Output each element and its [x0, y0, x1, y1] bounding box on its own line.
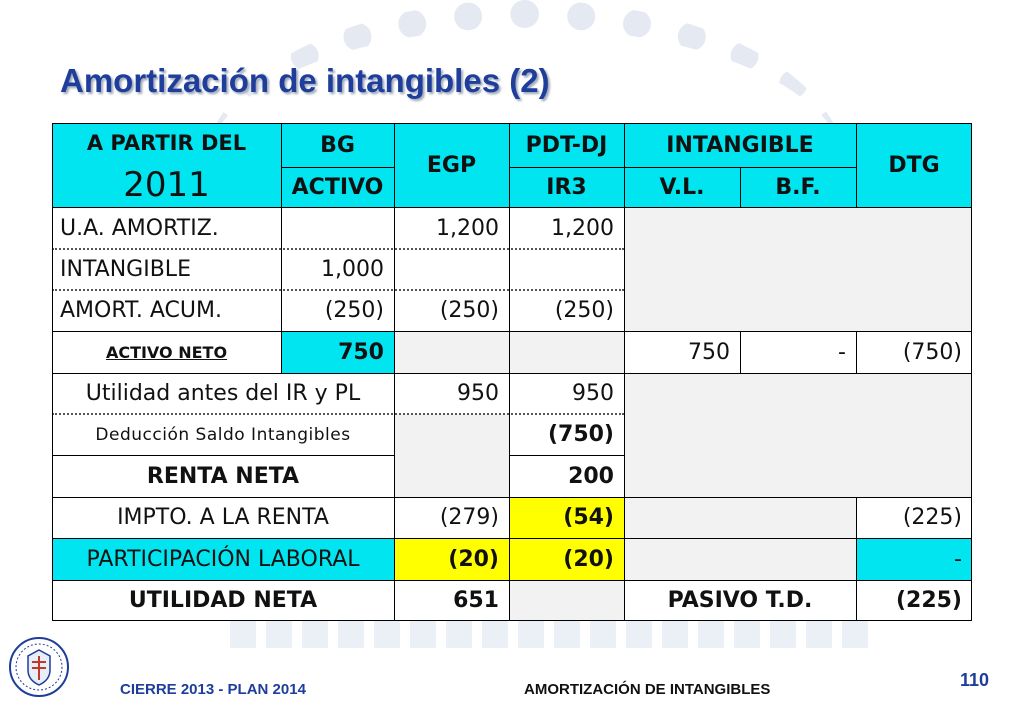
row-utilidad-neta-pdt — [509, 580, 624, 621]
header-a-partir-del: A PARTIR DEL — [52, 123, 281, 163]
grid-line — [52, 620, 972, 621]
grid-line — [509, 167, 856, 168]
row-renta-neta-label: RENTA NETA — [52, 455, 394, 497]
row-activo-neto-bg: 750 — [281, 331, 394, 373]
grid-line — [971, 123, 972, 621]
row-renta-neta-pdt: 200 — [509, 455, 624, 497]
row-intangible-label: INTANGIBLE — [52, 249, 281, 290]
header-ir3: IR3 — [509, 167, 624, 207]
row-ua-amortiz-bg — [281, 207, 394, 249]
row-activo-neto-dtg: (750) — [856, 331, 972, 373]
header-vl: V.L. — [624, 167, 740, 207]
grid-dotted-line — [52, 248, 624, 250]
row-utilidad-neta-egp: 651 — [394, 580, 509, 621]
grid-line — [52, 455, 394, 456]
grid-line — [856, 497, 857, 621]
row-activo-neto-label: ACTIVO NETO — [52, 331, 281, 373]
grid-line — [281, 123, 282, 373]
row-impto-egp: (279) — [394, 497, 509, 538]
grid-line — [856, 123, 857, 207]
grid-line — [52, 207, 972, 208]
header-pdt-dj: PDT-DJ — [509, 123, 624, 167]
row-utilidad-neta-label: UTILIDAD NETA — [52, 580, 394, 621]
row-activo-neto-vl: 750 — [624, 331, 740, 373]
page-number: 110 — [960, 670, 990, 690]
row-utilidad-antes-label: Utilidad antes del IR y PL — [52, 373, 394, 414]
grid-line — [509, 123, 510, 621]
grid-dotted-line — [52, 289, 624, 291]
row-amort-acum-bg: (250) — [281, 290, 394, 331]
row-ua-amortiz-pdt: 1,200 — [509, 207, 624, 249]
grid-line — [52, 123, 53, 621]
amortization-table — [52, 123, 972, 621]
grid-line — [509, 455, 624, 456]
grid-line — [740, 167, 741, 207]
footer-left: CIERRE 2013 - PLAN 2014 — [120, 681, 306, 698]
grid-line — [624, 123, 625, 621]
row-amort-acum-egp: (250) — [394, 290, 509, 331]
grid-line — [52, 123, 972, 124]
grid-line — [740, 331, 741, 373]
header-bf: B.F. — [740, 167, 856, 207]
row-utilidad-antes-pdt: 950 — [509, 373, 624, 414]
row-impto-label: IMPTO. A LA RENTA — [52, 497, 394, 538]
grid-line — [281, 167, 394, 168]
header-intangible: INTANGIBLE — [624, 123, 856, 167]
grid-line — [394, 123, 395, 621]
row-activo-neto-bf: - — [740, 331, 856, 373]
row-participacion-egp: (20) — [394, 538, 509, 580]
row-intangible-bg: 1,000 — [281, 249, 394, 290]
row-pasivo-td: PASIVO T.D. — [624, 580, 856, 621]
row-activo-neto-pdt — [509, 331, 624, 373]
row-deduccion-pdt: (750) — [509, 414, 624, 455]
row-participacion-pdt: (20) — [509, 538, 624, 580]
slide-title: Amortización de intangibles (2) — [60, 62, 550, 99]
row-intangible-pdt — [509, 249, 624, 290]
row-ua-amortiz-label: U.A. AMORTIZ. — [52, 207, 281, 249]
row-renta-neta-egp — [394, 455, 509, 497]
grid-line — [52, 497, 972, 498]
row-impto-pdt: (54) — [509, 497, 624, 538]
row-amort-acum-pdt: (250) — [509, 290, 624, 331]
row-intangible-egp — [394, 249, 509, 290]
row-utilidad-neta-dtg: (225) — [856, 580, 972, 621]
row-ua-amortiz-egp: 1,200 — [394, 207, 509, 249]
grid-line — [52, 331, 972, 332]
row-participacion-dtg: - — [856, 538, 972, 580]
institution-logo — [8, 636, 70, 698]
header-year: 2011 — [52, 163, 281, 207]
grid-line — [856, 331, 857, 373]
row-deduccion-label: Deducción Saldo Intangibles — [52, 414, 394, 455]
grid-line — [52, 373, 972, 374]
header-activo: ACTIVO — [281, 167, 394, 207]
grid-line — [52, 580, 972, 581]
row-activo-neto-egp — [394, 331, 509, 373]
row-participacion-label: PARTICIPACIÓN LABORAL — [52, 538, 394, 580]
grid-line — [52, 538, 972, 539]
grid-dotted-line — [52, 413, 624, 415]
row-impto-dtg: (225) — [856, 497, 972, 538]
row-deduccion-egp — [394, 414, 509, 455]
header-dtg: DTG — [856, 123, 972, 207]
header-bg: BG — [281, 123, 394, 167]
row-utilidad-antes-egp: 950 — [394, 373, 509, 414]
footer-right: AMORTIZACIÓN DE INTANGIBLES — [524, 681, 771, 698]
header-egp: EGP — [394, 123, 509, 207]
row-amort-acum-label: AMORT. ACUM. — [52, 290, 281, 331]
